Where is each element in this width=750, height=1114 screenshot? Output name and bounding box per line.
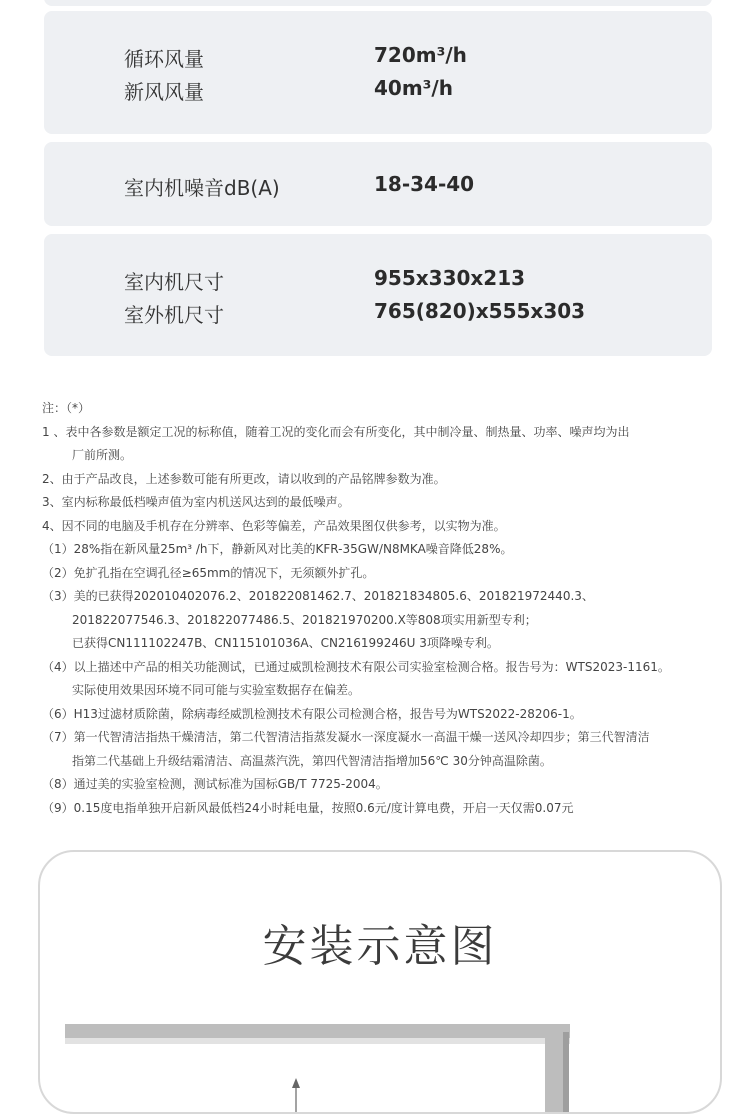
footnote-line: 201822077546.3、201822077486.5、201821970200.X等808项实用新型专利； [72,612,537,627]
footnote-line: （3）美的已获得202010402076.2、201822081462.7、201821834805.6、201821972440.3、 [42,589,594,603]
footnote-line: 指第二代基础上升级结霜清洁、高温蒸汽洗，第四代智清洁指增加56℃ 30分钟高温除菌。 [72,753,552,768]
installation-diagram-illustration [40,852,720,1112]
ceiling-beam-shadow [65,1038,570,1044]
installation-diagram-panel [38,850,722,1114]
footnote-line: （7）第一代智清洁指热干燥清洁，第二代智清洁指蒸发凝水一深度凝水一高温干燥一送风冷却四步；第三代智清洁 [42,730,650,744]
spec-label: 室外机尺寸 [124,303,224,327]
spec-card-dimensions [44,234,712,356]
spec-value: 720m³/h [374,43,467,67]
footnote-line: （4）以上描述中产品的相关功能测试，已通过威凯检测技术有限公司实验室检测合格。报告号为：WTS2023-1161。 [42,659,670,674]
spec-card-noise [44,142,712,226]
spec-value: 40m³/h [374,76,453,100]
spec-card-airflow [44,11,712,134]
spec-value: 765(820)x555x303 [374,299,586,323]
spec-value: 18-34-40 [374,172,475,196]
footnote-line: 4、因不同的电脑及手机存在分辨率、色彩等偏差，产品效果图仅供参考，以实物为准。 [42,518,506,533]
wall-right-edge [563,1032,569,1112]
footnote-line: （2）免扩孔指在空调孔径≥65mm的情况下，无须额外扩孔。 [42,565,375,580]
footnote-line: 实际使用效果因环境不同可能与实验室数据存在偏差。 [72,683,361,697]
footnote-line: （8）通过美的实验室检测，测试标准为国标GB/T 7725-2004。 [42,777,388,791]
spec-label: 室内机噪音dB(A) [124,176,280,200]
footnote-line: 1 、表中各参数是额定工况的标称值，随着工况的变化而会有所变化，其中制冷量、制热量、功率、噪声均为出 [42,424,630,439]
footnotes-heading: 注：（*） [42,401,91,415]
installation-diagram-title: 安装示意图 [262,921,498,972]
spec-label: 新风风量 [124,80,204,104]
footnote-line: 2、由于产品改良，上述参数可能有所更改，请以收到的产品铭牌参数为准。 [42,471,446,486]
spec-label: 室内机尺寸 [124,270,224,294]
ceiling-beam [65,1024,570,1038]
footnote-line: 厂前所测。 [72,448,133,462]
dimension-arrow-head [292,1078,300,1088]
spec-label: 循环风量 [124,47,204,71]
spec-card-top-partial [44,0,712,6]
spec-value: 955x330x213 [374,266,526,290]
footnote-line: （1）28%指在新风量25m³ /h下，静新风对比美的KFR-35GW/N8MKA噪音降低28%。 [42,542,513,556]
footnotes [42,397,732,820]
footnote-line: 3、室内标称最低档噪声值为室内机送风达到的最低噪声。 [42,495,350,509]
footnote-line: 已获得CN111102247B、CN115101036A、CN216199246U 3项降噪专利。 [72,636,499,650]
wall-right [545,1024,563,1112]
footnote-line: （6）H13过滤材质除菌，除病毒经威凯检测技术有限公司检测合格，报告号为WTS2022-28206-1。 [42,706,582,721]
footnote-line: （9）0.15度电指单独开启新风最低档24小时耗电量，按照0.6元/度计算电费，开启一天仅需0.07元 [42,800,574,815]
